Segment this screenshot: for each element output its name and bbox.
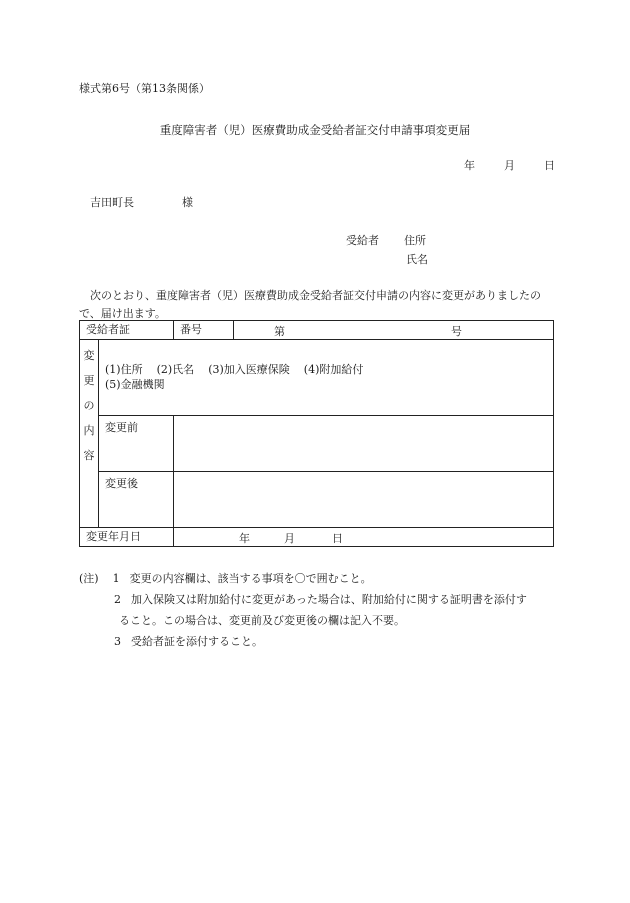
vertical-char: 容 <box>83 449 95 462</box>
change-item-financial-institution[interactable]: (5)金融機関 <box>105 378 165 391</box>
change-date-label: 変更年月日 <box>80 528 174 547</box>
after-field[interactable] <box>174 472 554 528</box>
recipient-address-line <box>346 232 426 248</box>
notes <box>79 568 527 652</box>
change-date-month: 月 <box>284 532 295 545</box>
number-label: 番号 <box>174 321 234 340</box>
dai-label: 第 <box>274 325 285 338</box>
date-day-label: 日 <box>544 159 555 172</box>
addressee-name: 吉田町長 <box>90 196 134 209</box>
notes-heading: (注) <box>79 572 99 585</box>
change-item-name[interactable]: (2)氏名 <box>156 363 195 376</box>
addressee <box>90 194 193 210</box>
note-number: 1 <box>112 572 120 585</box>
after-row <box>80 472 554 528</box>
certificate-row <box>80 321 554 340</box>
note-text: 変更の内容欄は、該当する事項を〇で囲むこと。 <box>129 572 372 585</box>
change-date-year: 年 <box>239 532 250 545</box>
change-items-cell[interactable] <box>99 340 554 416</box>
change-content-vertical-label <box>80 340 99 528</box>
recipient-label: 受給者 <box>346 234 379 247</box>
before-row <box>80 416 554 472</box>
before-field[interactable] <box>174 416 554 472</box>
change-date-row <box>80 528 554 547</box>
name-label: 氏名 <box>406 253 428 266</box>
vertical-char: の <box>83 399 95 412</box>
note-text-continued: ること。この場合は、変更前及び変更後の欄は記入不要。 <box>119 614 405 627</box>
number-field[interactable] <box>234 321 554 340</box>
date-year-label: 年 <box>464 159 475 172</box>
change-item-insurance[interactable]: (3)加入医療保険 <box>208 363 290 376</box>
after-label: 変更後 <box>99 472 174 528</box>
change-items-row <box>80 340 554 416</box>
change-date-field[interactable] <box>174 528 554 547</box>
form-number: 様式第6号（第13条関係） <box>79 82 210 95</box>
date-month-label: 月 <box>504 159 515 172</box>
page-title: 重度障害者（児）医療費助成金受給者証交付申請事項変更届 <box>159 123 471 137</box>
address-label: 住所 <box>404 234 426 247</box>
change-item-additional-benefit[interactable]: (4)附加給付 <box>303 363 364 376</box>
go-label: 号 <box>451 325 462 338</box>
intro-text: 次のとおり、重度障害者（児）医療費助成金受給者証交付申請の内容に変更がありましたので、届け出ます。 <box>79 289 541 320</box>
note-text: 加入保険又は附加給付に変更があった場合は、附加給付に関する証明書を添付す <box>131 593 527 606</box>
before-label: 変更前 <box>99 416 174 472</box>
note-number: 3 <box>114 635 121 648</box>
change-form-table <box>79 320 554 547</box>
submission-date <box>464 157 555 173</box>
addressee-honorific: 様 <box>182 196 193 209</box>
vertical-char: 変 <box>83 349 95 362</box>
change-item-address[interactable]: (1)住所 <box>105 363 143 376</box>
note-text: 受給者証を添付すること。 <box>131 635 263 648</box>
vertical-char: 更 <box>83 374 95 387</box>
certificate-label: 受給者証 <box>80 321 174 340</box>
note-number: 2 <box>114 593 121 606</box>
vertical-char: 内 <box>83 424 95 437</box>
change-date-day: 日 <box>332 532 343 545</box>
